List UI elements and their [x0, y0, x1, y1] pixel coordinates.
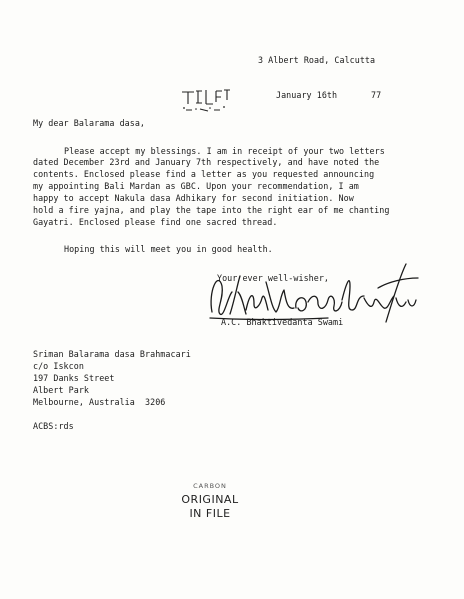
letter-year: 77	[371, 90, 382, 100]
body-line: contents. Enclosed please find a letter as you requested announcing	[33, 169, 375, 179]
body-line: hold a fire yajna, and play the tape into the right ear of me chanting	[33, 205, 390, 215]
body-line: dated December 23rd and January 7th respectively, and have noted the	[33, 157, 380, 167]
carbon-original-in-file-stamp	[160, 482, 260, 520]
salutation: My dear Balarama dasa,	[33, 118, 146, 128]
recipient-line: c/o Iskcon	[33, 361, 84, 371]
received-stamp-mark	[180, 88, 238, 118]
body-line: Please accept my blessings. I am in receipt of your two letters	[64, 146, 385, 156]
stamp-line-2: ORIGINAL	[181, 493, 239, 506]
sender-address: 3 Albert Road, Calcutta	[258, 55, 376, 65]
stamp-line-1: CARBON	[193, 482, 227, 490]
body-line: Gayatri. Enclosed please find one sacred thread.	[33, 217, 278, 227]
recipient-line: Albert Park	[33, 385, 90, 395]
recipient-line: Sriman Balarama dasa Brahmacari	[33, 349, 191, 359]
body-line: my appointing Bali Mardan as GBC. Upon your recommendation, I am	[33, 181, 359, 191]
signatory-name: A.C. Bhaktivedanta Swami	[221, 317, 344, 327]
body-paragraph-2: Hoping this will meet you in good health.	[64, 244, 273, 254]
recipient-line: 197 Danks Street	[33, 373, 115, 383]
letter-date: January 16th	[276, 90, 338, 100]
closing-line: Your ever well-wisher,	[217, 273, 330, 283]
reference-initials: ACBS:rds	[33, 421, 74, 431]
recipient-line: Melbourne, Australia 3206	[33, 397, 166, 407]
handwritten-signature	[208, 262, 438, 342]
stamp-line-3: IN FILE	[189, 507, 231, 520]
body-line: happy to accept Nakula dasa Adhikary for second initiation. Now	[33, 193, 354, 203]
